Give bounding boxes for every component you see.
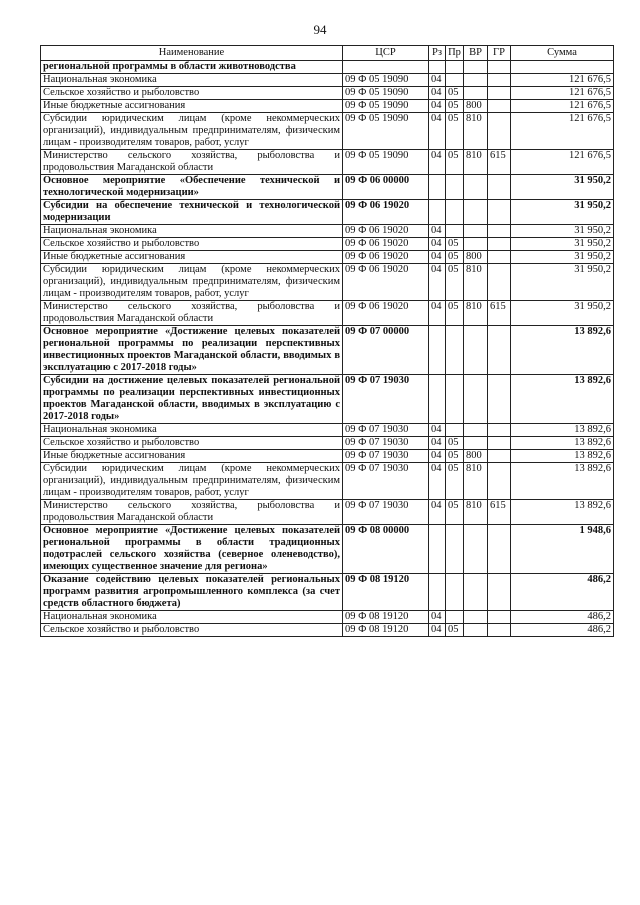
cell-pr: 05 — [446, 437, 464, 450]
cell-csr: 09 Ф 07 19030 — [343, 500, 429, 525]
table-row — [41, 525, 614, 574]
cell-rz — [429, 375, 446, 424]
cell-name: Сельское хозяйство и рыболовство — [41, 87, 343, 100]
table-row — [41, 225, 614, 238]
cell-sum: 1 948,6 — [511, 525, 614, 574]
table-row — [41, 175, 614, 200]
cell-name: Министерство сельского хозяйства, рыболовства и продовольствия Магаданской области — [41, 500, 343, 525]
cell-csr: 09 Ф 07 00000 — [343, 326, 429, 375]
cell-name: Сельское хозяйство и рыболовство — [41, 624, 343, 637]
cell-name: Иные бюджетные ассигнования — [41, 450, 343, 463]
table-row — [41, 251, 614, 264]
cell-rz — [429, 574, 446, 611]
cell-csr: 09 Ф 06 19020 — [343, 264, 429, 301]
cell-gr — [488, 624, 511, 637]
cell-csr: 09 Ф 05 19090 — [343, 87, 429, 100]
cell-pr: 05 — [446, 113, 464, 150]
cell-name: Субсидии юридическим лицам (кроме некоммерческих организаций), индивидуальным предпринимателям, физическим лицам - производителям товаров, работ, услуг — [41, 113, 343, 150]
header-name: Наименование — [41, 46, 343, 61]
cell-rz: 04 — [429, 624, 446, 637]
cell-csr: 09 Ф 06 19020 — [343, 301, 429, 326]
table-row — [41, 624, 614, 637]
cell-vr: 810 — [464, 463, 488, 500]
cell-vr — [464, 525, 488, 574]
cell-csr: 09 Ф 05 19090 — [343, 150, 429, 175]
header-vr: ВР — [464, 46, 488, 61]
cell-vr — [464, 326, 488, 375]
table-row — [41, 301, 614, 326]
cell-vr — [464, 87, 488, 100]
cell-pr: 05 — [446, 264, 464, 301]
cell-csr: 09 Ф 08 19120 — [343, 624, 429, 637]
cell-pr — [446, 61, 464, 74]
cell-pr — [446, 175, 464, 200]
table-row — [41, 264, 614, 301]
cell-name: Иные бюджетные ассигнования — [41, 100, 343, 113]
cell-pr — [446, 74, 464, 87]
cell-vr: 800 — [464, 100, 488, 113]
cell-csr: 09 Ф 06 19020 — [343, 238, 429, 251]
cell-pr: 05 — [446, 301, 464, 326]
cell-vr: 810 — [464, 264, 488, 301]
budget-table — [40, 45, 614, 637]
cell-sum: 31 950,2 — [511, 225, 614, 238]
cell-name: Субсидии юридическим лицам (кроме некоммерческих организаций), индивидуальным предпринимателям, физическим лицам - производителям товаров, работ, услуг — [41, 264, 343, 301]
cell-rz: 04 — [429, 450, 446, 463]
table-row — [41, 463, 614, 500]
cell-sum: 121 676,5 — [511, 87, 614, 100]
cell-gr — [488, 113, 511, 150]
cell-pr: 05 — [446, 87, 464, 100]
cell-pr — [446, 611, 464, 624]
cell-pr: 05 — [446, 624, 464, 637]
cell-vr: 810 — [464, 301, 488, 326]
cell-csr: 09 Ф 06 00000 — [343, 175, 429, 200]
cell-rz: 04 — [429, 500, 446, 525]
cell-pr: 05 — [446, 450, 464, 463]
cell-rz: 04 — [429, 74, 446, 87]
cell-rz: 04 — [429, 87, 446, 100]
cell-csr: 09 Ф 07 19030 — [343, 450, 429, 463]
table-header-row — [41, 46, 614, 61]
cell-vr — [464, 225, 488, 238]
cell-gr — [488, 74, 511, 87]
cell-gr: 615 — [488, 150, 511, 175]
cell-rz: 04 — [429, 113, 446, 150]
cell-gr — [488, 463, 511, 500]
table-row — [41, 424, 614, 437]
cell-pr: 05 — [446, 238, 464, 251]
cell-sum: 121 676,5 — [511, 150, 614, 175]
cell-csr: 09 Ф 07 19030 — [343, 463, 429, 500]
cell-name: региональной программы в области животноводства — [41, 61, 343, 74]
page-number: 94 — [313, 22, 327, 37]
cell-rz — [429, 200, 446, 225]
cell-pr — [446, 326, 464, 375]
cell-sum: 486,2 — [511, 611, 614, 624]
cell-name: Национальная экономика — [41, 225, 343, 238]
cell-gr — [488, 375, 511, 424]
cell-name: Основное мероприятие «Обеспечение технической и технологической модернизации» — [41, 175, 343, 200]
cell-rz: 04 — [429, 100, 446, 113]
cell-vr — [464, 574, 488, 611]
table-row — [41, 100, 614, 113]
cell-name: Субсидии на достижение целевых показателей региональной программы по реализации перспективных инвестиционных проектов Магаданской области, вводимых в эксплуатацию с 2017-2018 годы» — [41, 375, 343, 424]
cell-vr — [464, 437, 488, 450]
cell-pr — [446, 424, 464, 437]
cell-pr — [446, 225, 464, 238]
header-pr: Пр — [446, 46, 464, 61]
cell-gr — [488, 264, 511, 301]
table-row — [41, 500, 614, 525]
cell-csr: 09 Ф 07 19030 — [343, 375, 429, 424]
cell-sum: 121 676,5 — [511, 100, 614, 113]
table-row — [41, 113, 614, 150]
cell-rz: 04 — [429, 264, 446, 301]
cell-gr: 615 — [488, 301, 511, 326]
cell-vr — [464, 375, 488, 424]
cell-sum: 13 892,6 — [511, 326, 614, 375]
cell-csr: 09 Ф 05 19090 — [343, 113, 429, 150]
cell-gr — [488, 251, 511, 264]
cell-sum: 121 676,5 — [511, 74, 614, 87]
cell-sum: 13 892,6 — [511, 463, 614, 500]
cell-vr — [464, 175, 488, 200]
cell-pr — [446, 200, 464, 225]
cell-csr: 09 Ф 07 19030 — [343, 437, 429, 450]
cell-rz: 04 — [429, 301, 446, 326]
cell-pr: 05 — [446, 100, 464, 113]
cell-gr — [488, 61, 511, 74]
cell-vr: 800 — [464, 251, 488, 264]
table-row — [41, 375, 614, 424]
cell-name: Субсидии на обеспечение технической и технологической модернизации — [41, 200, 343, 225]
cell-name: Национальная экономика — [41, 611, 343, 624]
cell-gr — [488, 238, 511, 251]
cell-gr — [488, 326, 511, 375]
cell-name: Национальная экономика — [41, 74, 343, 87]
cell-rz: 04 — [429, 251, 446, 264]
cell-sum: 486,2 — [511, 624, 614, 637]
cell-sum: 13 892,6 — [511, 437, 614, 450]
cell-name: Сельское хозяйство и рыболовство — [41, 437, 343, 450]
cell-rz — [429, 61, 446, 74]
cell-sum: 486,2 — [511, 574, 614, 611]
table-row — [41, 326, 614, 375]
table-row — [41, 150, 614, 175]
cell-sum: 121 676,5 — [511, 113, 614, 150]
cell-rz — [429, 326, 446, 375]
cell-name: Основное мероприятие «Достижение целевых показателей региональной программы по реализации перспективных инвестиционных проектов Магаданской области, вводимых в эксплуатацию с 2017-2018 годы» — [41, 326, 343, 375]
cell-sum: 31 950,2 — [511, 175, 614, 200]
cell-sum: 31 950,2 — [511, 301, 614, 326]
cell-pr — [446, 525, 464, 574]
cell-name: Национальная экономика — [41, 424, 343, 437]
cell-gr — [488, 437, 511, 450]
cell-rz: 04 — [429, 238, 446, 251]
cell-rz: 04 — [429, 424, 446, 437]
cell-rz: 04 — [429, 150, 446, 175]
cell-gr — [488, 424, 511, 437]
cell-vr: 810 — [464, 113, 488, 150]
cell-pr — [446, 574, 464, 611]
cell-vr: 800 — [464, 450, 488, 463]
cell-csr: 09 Ф 08 19120 — [343, 611, 429, 624]
cell-pr: 05 — [446, 251, 464, 264]
cell-name: Оказание содействию целевых показателей региональных программ развития агропромышленного комплекса (за счет средств областного бюджета) — [41, 574, 343, 611]
table-row — [41, 437, 614, 450]
table-row — [41, 61, 614, 74]
cell-pr: 05 — [446, 463, 464, 500]
cell-gr — [488, 225, 511, 238]
cell-sum: 13 892,6 — [511, 375, 614, 424]
header-gr: ГР — [488, 46, 511, 61]
cell-vr — [464, 611, 488, 624]
cell-csr — [343, 61, 429, 74]
cell-gr — [488, 200, 511, 225]
table-row — [41, 200, 614, 225]
cell-gr — [488, 100, 511, 113]
cell-gr — [488, 525, 511, 574]
table-row — [41, 450, 614, 463]
cell-csr: 09 Ф 06 19020 — [343, 251, 429, 264]
cell-vr — [464, 200, 488, 225]
cell-rz: 04 — [429, 437, 446, 450]
cell-vr — [464, 74, 488, 87]
cell-pr — [446, 375, 464, 424]
cell-csr: 09 Ф 06 19020 — [343, 200, 429, 225]
cell-sum — [511, 61, 614, 74]
cell-sum: 31 950,2 — [511, 264, 614, 301]
cell-pr: 05 — [446, 150, 464, 175]
cell-gr — [488, 611, 511, 624]
cell-gr — [488, 450, 511, 463]
cell-sum: 31 950,2 — [511, 238, 614, 251]
cell-gr: 615 — [488, 500, 511, 525]
cell-csr: 09 Ф 05 19090 — [343, 74, 429, 87]
cell-csr: 09 Ф 08 00000 — [343, 525, 429, 574]
table-row — [41, 611, 614, 624]
header-csr: ЦСР — [343, 46, 429, 61]
table-row — [41, 574, 614, 611]
cell-rz: 04 — [429, 225, 446, 238]
table-row — [41, 238, 614, 251]
table-row — [41, 74, 614, 87]
cell-rz: 04 — [429, 611, 446, 624]
cell-csr: 09 Ф 08 19120 — [343, 574, 429, 611]
header-rz: Рз — [429, 46, 446, 61]
cell-name: Иные бюджетные ассигнования — [41, 251, 343, 264]
cell-sum: 31 950,2 — [511, 251, 614, 264]
cell-csr: 09 Ф 06 19020 — [343, 225, 429, 238]
cell-sum: 13 892,6 — [511, 450, 614, 463]
cell-gr — [488, 175, 511, 200]
cell-sum: 13 892,6 — [511, 500, 614, 525]
cell-rz — [429, 175, 446, 200]
cell-vr: 810 — [464, 150, 488, 175]
cell-name: Министерство сельского хозяйства, рыболовства и продовольствия Магаданской области — [41, 150, 343, 175]
cell-rz — [429, 525, 446, 574]
cell-name: Сельское хозяйство и рыболовство — [41, 238, 343, 251]
cell-vr — [464, 61, 488, 74]
cell-csr: 09 Ф 05 19090 — [343, 100, 429, 113]
header-sum: Сумма — [511, 46, 614, 61]
cell-vr — [464, 624, 488, 637]
cell-name: Основное мероприятие «Достижение целевых показателей региональной программы в области традиционных подотраслей сельского хозяйства (северное оленеводство), имеющих существенное значение для региона» — [41, 525, 343, 574]
cell-gr — [488, 574, 511, 611]
table-row — [41, 87, 614, 100]
cell-sum: 31 950,2 — [511, 200, 614, 225]
cell-csr: 09 Ф 07 19030 — [343, 424, 429, 437]
cell-gr — [488, 87, 511, 100]
cell-pr: 05 — [446, 500, 464, 525]
cell-sum: 13 892,6 — [511, 424, 614, 437]
cell-vr — [464, 238, 488, 251]
cell-vr — [464, 424, 488, 437]
cell-name: Субсидии юридическим лицам (кроме некоммерческих организаций), индивидуальным предпринимателям, физическим лицам - производителям товаров, работ, услуг — [41, 463, 343, 500]
cell-rz: 04 — [429, 463, 446, 500]
cell-name: Министерство сельского хозяйства, рыболовства и продовольствия Магаданской области — [41, 301, 343, 326]
cell-vr: 810 — [464, 500, 488, 525]
